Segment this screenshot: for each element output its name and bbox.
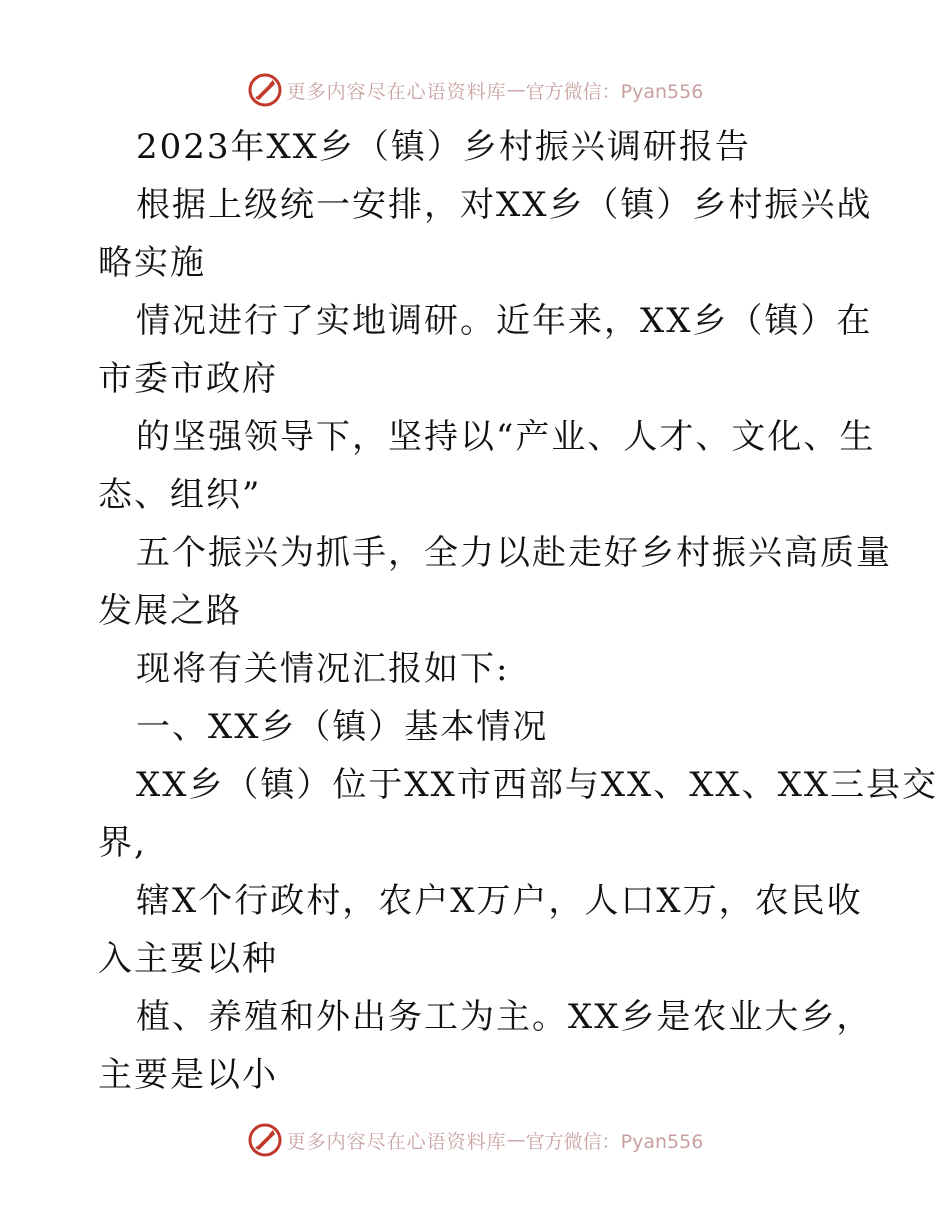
feather-pen-logo-icon [247,1122,283,1158]
paragraph-line: 情况进行了实地调研。近年来，XX乡（镇）在 [136,301,873,341]
paragraph-line: XX乡（镇）位于XX市西部与XX、XX、XX三县交 [136,765,939,805]
banner-contact: 官方微信：Pyan556 [525,80,704,103]
banner-contact: 官方微信：Pyan556 [525,1130,704,1153]
feather-pen-logo-icon [247,72,283,108]
paragraph-line: 态、组织” [98,475,262,515]
paragraph-line: 发展之路 [98,591,242,631]
watermark-banner-bottom [0,1120,950,1160]
paragraph-line: 略实施 [98,243,206,283]
paragraph-line: 现将有关情况汇报如下: [136,649,510,689]
paragraph-line: 根据上级统一安排，对XX乡（镇）乡村振兴战 [136,185,873,225]
watermark-banner-top [0,70,950,110]
paragraph-line: 五个振兴为抓手，全力以赴走好乡村振兴高质量 [136,533,892,573]
paragraph-line: 的坚强领导下，坚持以“产业、人才、文化、生 [136,417,876,457]
section-heading: 一、XX乡（镇）基本情况 [136,707,549,747]
paragraph-line: 入主要以种 [98,939,278,979]
paragraph-line: 界, [98,823,147,863]
paragraph-line: 市委市政府 [98,359,278,399]
paragraph-line: 植、养殖和外出务工为主。XX乡是农业大乡， [136,997,873,1037]
document-title: 2023年XX乡（镇）乡村振兴调研报告 [136,127,751,167]
banner-main-text: 更多内容尽在心语资料库 [286,80,507,103]
banner-main-text: 更多内容尽在心语资料库 [286,1130,507,1153]
paragraph-line: 辖X个行政村，农户X万户，人口X万，农民收 [136,881,863,921]
document-body [98,118,939,1104]
banner-dash: — [506,79,526,101]
paragraph-line: 主要是以小 [98,1055,278,1095]
banner-dash: — [506,1129,526,1151]
